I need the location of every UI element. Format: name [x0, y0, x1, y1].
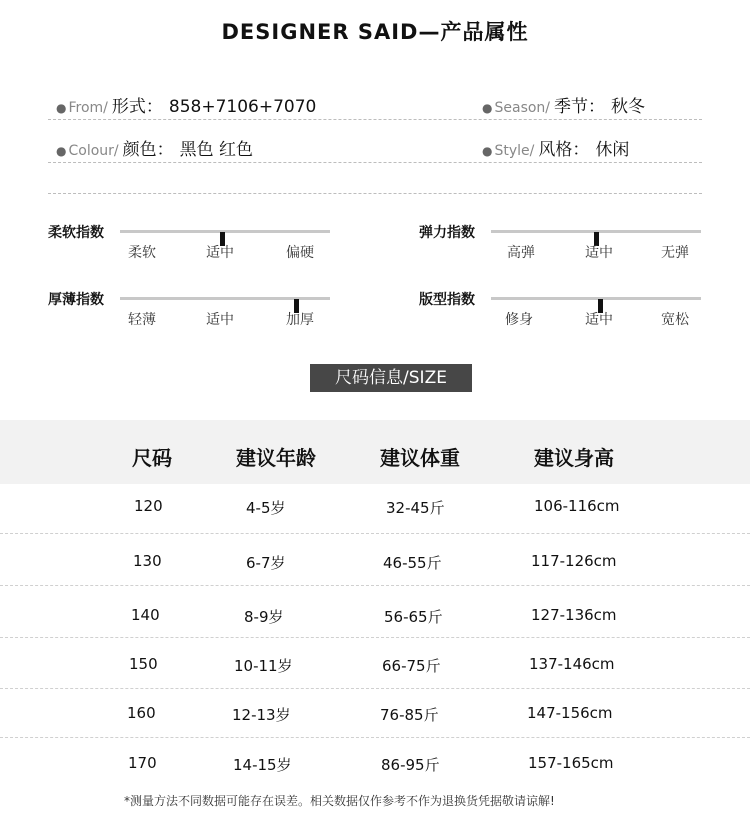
attribute-row [48, 129, 702, 163]
header-size: 尺码 [132, 446, 172, 470]
cell-weight: 86-95斤 [381, 756, 440, 774]
index-option: 适中 [585, 245, 613, 261]
index-label: 厚薄指数 [48, 292, 104, 308]
attribute-value: 858+7106+7070 [168, 97, 317, 117]
cell-size: 140 [131, 606, 160, 624]
cell-weight: 76-85斤 [380, 706, 439, 724]
index-track [491, 297, 701, 300]
row-divider [0, 585, 750, 586]
page-title: DESIGNER SAID—产品属性 [221, 20, 529, 44]
index-track [491, 230, 701, 233]
cell-size: 170 [128, 754, 157, 772]
disclaimer-note: *测量方法不同数据可能存在误差。相关数据仅作参考不作为退换货凭据敬请谅解! [124, 794, 555, 808]
attribute-zh-label: 形式： [111, 97, 163, 117]
table-row [0, 592, 750, 642]
cell-height: 117-126cm [531, 552, 617, 570]
index-label: 弹力指数 [419, 225, 475, 241]
index-option: 适中 [585, 312, 613, 328]
cell-age: 10-11岁 [234, 657, 293, 675]
attribute-zh-label: 颜色： [122, 140, 174, 160]
attribute-style [482, 135, 629, 160]
size-section-title: 尺码信息/SIZE [310, 364, 472, 392]
index-option: 修身 [505, 312, 533, 328]
table-row [0, 690, 750, 740]
index-label: 版型指数 [419, 292, 475, 308]
index-option: 宽松 [661, 312, 689, 328]
size-table-header [0, 420, 750, 484]
attribute-en-label: Colour/ [68, 143, 119, 159]
cell-height: 106-116cm [534, 497, 620, 515]
cell-height: 157-165cm [528, 754, 614, 772]
attribute-value: 休闲 [595, 140, 630, 160]
table-row [0, 641, 750, 691]
index-option: 高弹 [507, 245, 535, 261]
table-row [0, 538, 750, 588]
index-option: 偏硬 [286, 245, 314, 261]
cell-weight: 66-75斤 [382, 657, 441, 675]
header-weight: 建议体重 [380, 446, 460, 470]
row-divider [0, 637, 750, 638]
row-divider [0, 737, 750, 738]
cell-size: 120 [134, 497, 163, 515]
cell-height: 127-136cm [531, 606, 617, 624]
cell-age: 4-5岁 [246, 499, 286, 517]
bullet-icon: ● [482, 101, 493, 115]
cell-weight: 56-65斤 [384, 608, 443, 626]
cell-size: 130 [133, 552, 162, 570]
index-track [120, 230, 330, 233]
attribute-value: 秋冬 [611, 97, 646, 117]
attribute-row [48, 86, 702, 120]
header-height: 建议身高 [534, 446, 614, 470]
header-age: 建议年龄 [236, 446, 316, 470]
cell-age: 12-13岁 [232, 706, 291, 724]
bullet-icon: ● [56, 101, 67, 115]
cell-height: 147-156cm [527, 704, 613, 722]
bullet-icon: ● [482, 144, 493, 158]
index-option: 柔软 [128, 245, 156, 261]
cell-size: 150 [129, 655, 158, 673]
cell-weight: 32-45斤 [386, 499, 445, 517]
attribute-en-label: Season/ [494, 100, 551, 116]
index-track [120, 297, 330, 300]
attribute-colour [56, 135, 253, 160]
index-label: 柔软指数 [48, 225, 104, 241]
divider [48, 193, 702, 194]
attribute-from [56, 92, 316, 117]
cell-age: 6-7岁 [246, 554, 286, 572]
index-option: 加厚 [286, 312, 314, 328]
cell-size: 160 [127, 704, 156, 722]
index-option: 无弹 [661, 245, 689, 261]
cell-height: 137-146cm [529, 655, 615, 673]
attribute-en-label: Style/ [494, 143, 535, 159]
attribute-zh-label: 季节： [554, 97, 606, 117]
index-option: 适中 [206, 312, 234, 328]
index-option: 轻薄 [128, 312, 156, 328]
cell-weight: 46-55斤 [383, 554, 442, 572]
table-row [0, 740, 750, 790]
attribute-season [482, 92, 645, 117]
index-option: 适中 [206, 245, 234, 261]
attribute-zh-label: 风格： [538, 140, 590, 160]
attribute-value: 黑色 红色 [179, 140, 254, 160]
table-row [0, 483, 750, 533]
cell-age: 8-9岁 [244, 608, 284, 626]
attribute-en-label: From/ [68, 100, 108, 116]
row-divider [0, 688, 750, 689]
bullet-icon: ● [56, 144, 67, 158]
row-divider [0, 533, 750, 534]
cell-age: 14-15岁 [233, 756, 292, 774]
